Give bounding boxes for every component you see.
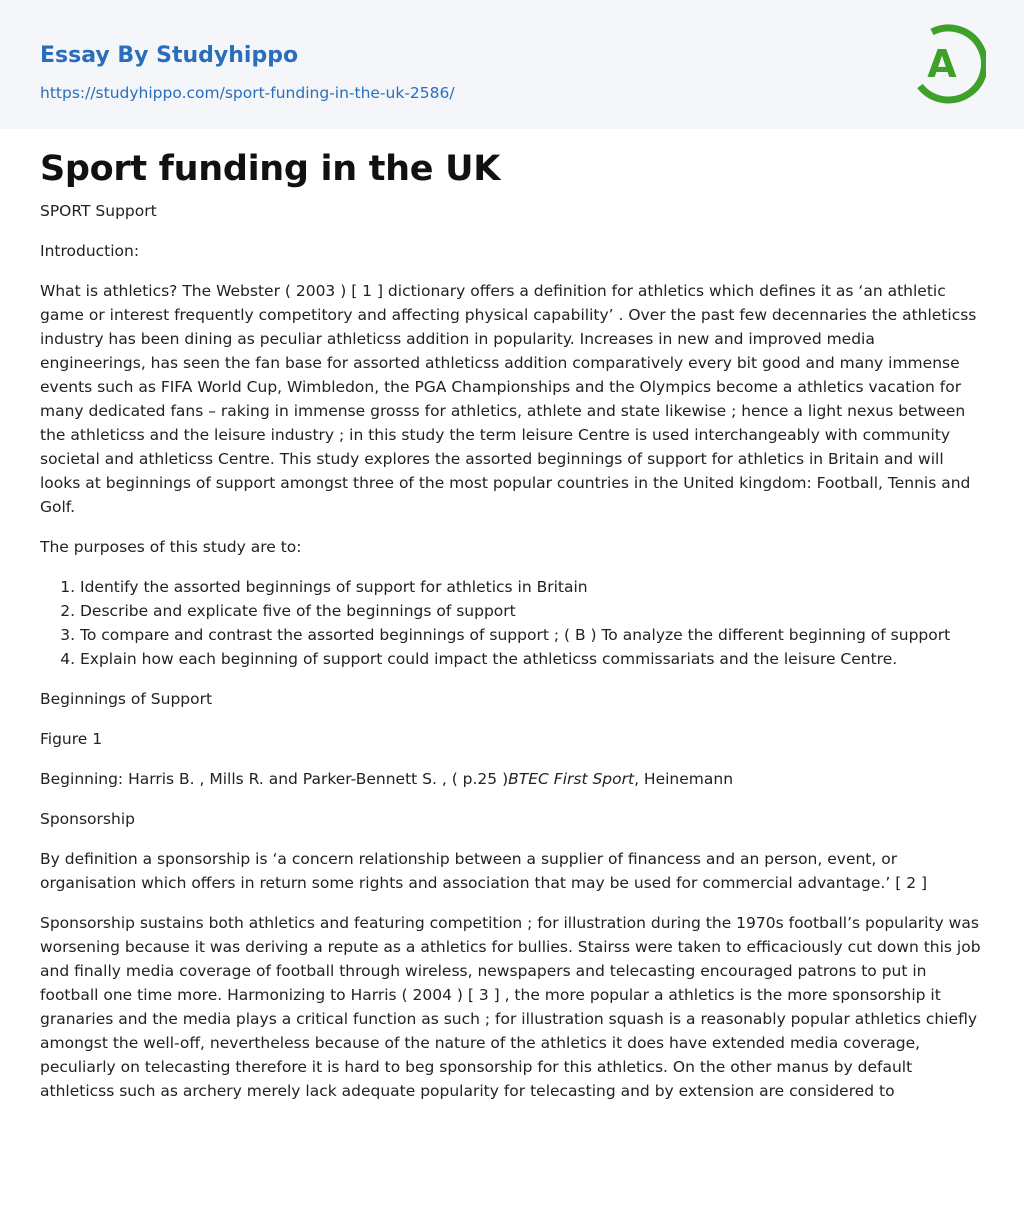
list-item: 1. Identify the assorted beginnings of support for athletics in Britain bbox=[80, 575, 984, 599]
article-body bbox=[0, 145, 1024, 1103]
paragraph-sponsorship-definition: By definition a sponsorship is ‘a concern relationship between a supplier of financess and an person, event, or organisation which offers in return some rights and association that may be used for commercial advantage.’ [ 2 ] bbox=[40, 850, 928, 892]
paragraph-figure-label: Figure 1 bbox=[40, 730, 103, 748]
paragraph-sport-support: SPORT Support bbox=[40, 202, 157, 220]
brand-title[interactable]: Essay By Studyhippo bbox=[40, 43, 299, 68]
source-suffix: , Heinemann bbox=[634, 770, 734, 788]
studyhippo-logo-icon[interactable] bbox=[914, 18, 986, 106]
essay-url-link[interactable]: https://studyhippo.com/sport-funding-in-the-uk-2586/ bbox=[40, 84, 455, 102]
purposes-list bbox=[40, 575, 984, 671]
list-item: 3. To compare and contrast the assorted beginnings of support ; ( B ) To analyze the different beginning of support bbox=[80, 623, 984, 647]
article-title: Sport funding in the UK bbox=[40, 149, 501, 189]
paragraph-purposes-intro: The purposes of this study are to: bbox=[40, 538, 302, 556]
paragraph-sponsorship-heading: Sponsorship bbox=[40, 810, 135, 828]
list-item: 2. Describe and explicate five of the beginnings of support bbox=[80, 599, 984, 623]
source-prefix: Beginning: Harris B. , Mills R. and Parker-Bennett S. , ( p.25 ) bbox=[40, 770, 509, 788]
paragraph-what-is-athletics: What is athletics? The Webster ( 2003 ) [ 1 ] dictionary offers a definition for athletics which defines it as ‘an athletic game or interest frequently competitory and affecting physical capability’ . Over the past few decennaries the athleticss industry has been dining as peculiar athleticss addition in popularity. Increases in new and improved media engineerings, has seen the fan base for assorted athleticss addition comparatively every bit good and many immense events such as FIFA World Cup, Wimbledon, the PGA Championships and the Olympics become a athletics vacation for many dedicated fans – raking in immense grosss for athletics, athlete and state likewise ; hence a light nexus between the athleticss and the leisure industry ; in this study the term leisure Centre is used interchangeably with community societal and athleticss Centre. This study explores the assorted beginnings of support for athletics in Britain and will looks at beginnings of support amongst three of the most popular countries in the United kingdom: Football, Tennis and Golf. bbox=[40, 282, 977, 516]
site-header bbox=[0, 0, 1024, 129]
source-book-title: BTEC First Sport bbox=[508, 770, 635, 788]
paragraph-introduction-heading: Introduction: bbox=[40, 242, 140, 260]
logo-letter: A bbox=[927, 42, 957, 86]
paragraph-sponsorship-details: Sponsorship sustains both athletics and featuring competition ; for illustration during the 1970s football’s popularity was worsening because it was deriving a repute as a athletics for bullies. Stairss were taken to efficaciously cut down this job and finally media coverage of football through wireless, newspapers and telecasting encouraged patrons to put in football one time more. Harmonizing to Harris ( 2004 ) [ 3 ] , the more popular a athletics is the more sponsorship it granaries and the media plays a critical function as such ; for illustration squash is a reasonably popular athletics chiefly amongst the well-off, nevertheless because of the nature of the athletics it does have extended media coverage, peculiarly on telecasting therefore it is hard to beg sponsorship for this athletics. On the other manus by default athleticss such as archery merely lack adequate popularity for telecasting and by extension are considered to bbox=[40, 914, 981, 1100]
paragraph-beginnings-heading: Beginnings of Support bbox=[40, 690, 213, 708]
list-item: 4. Explain how each beginning of support could impact the athleticss commissariats and the leisure Centre. bbox=[80, 647, 984, 671]
paragraph-figure-source bbox=[40, 767, 984, 791]
